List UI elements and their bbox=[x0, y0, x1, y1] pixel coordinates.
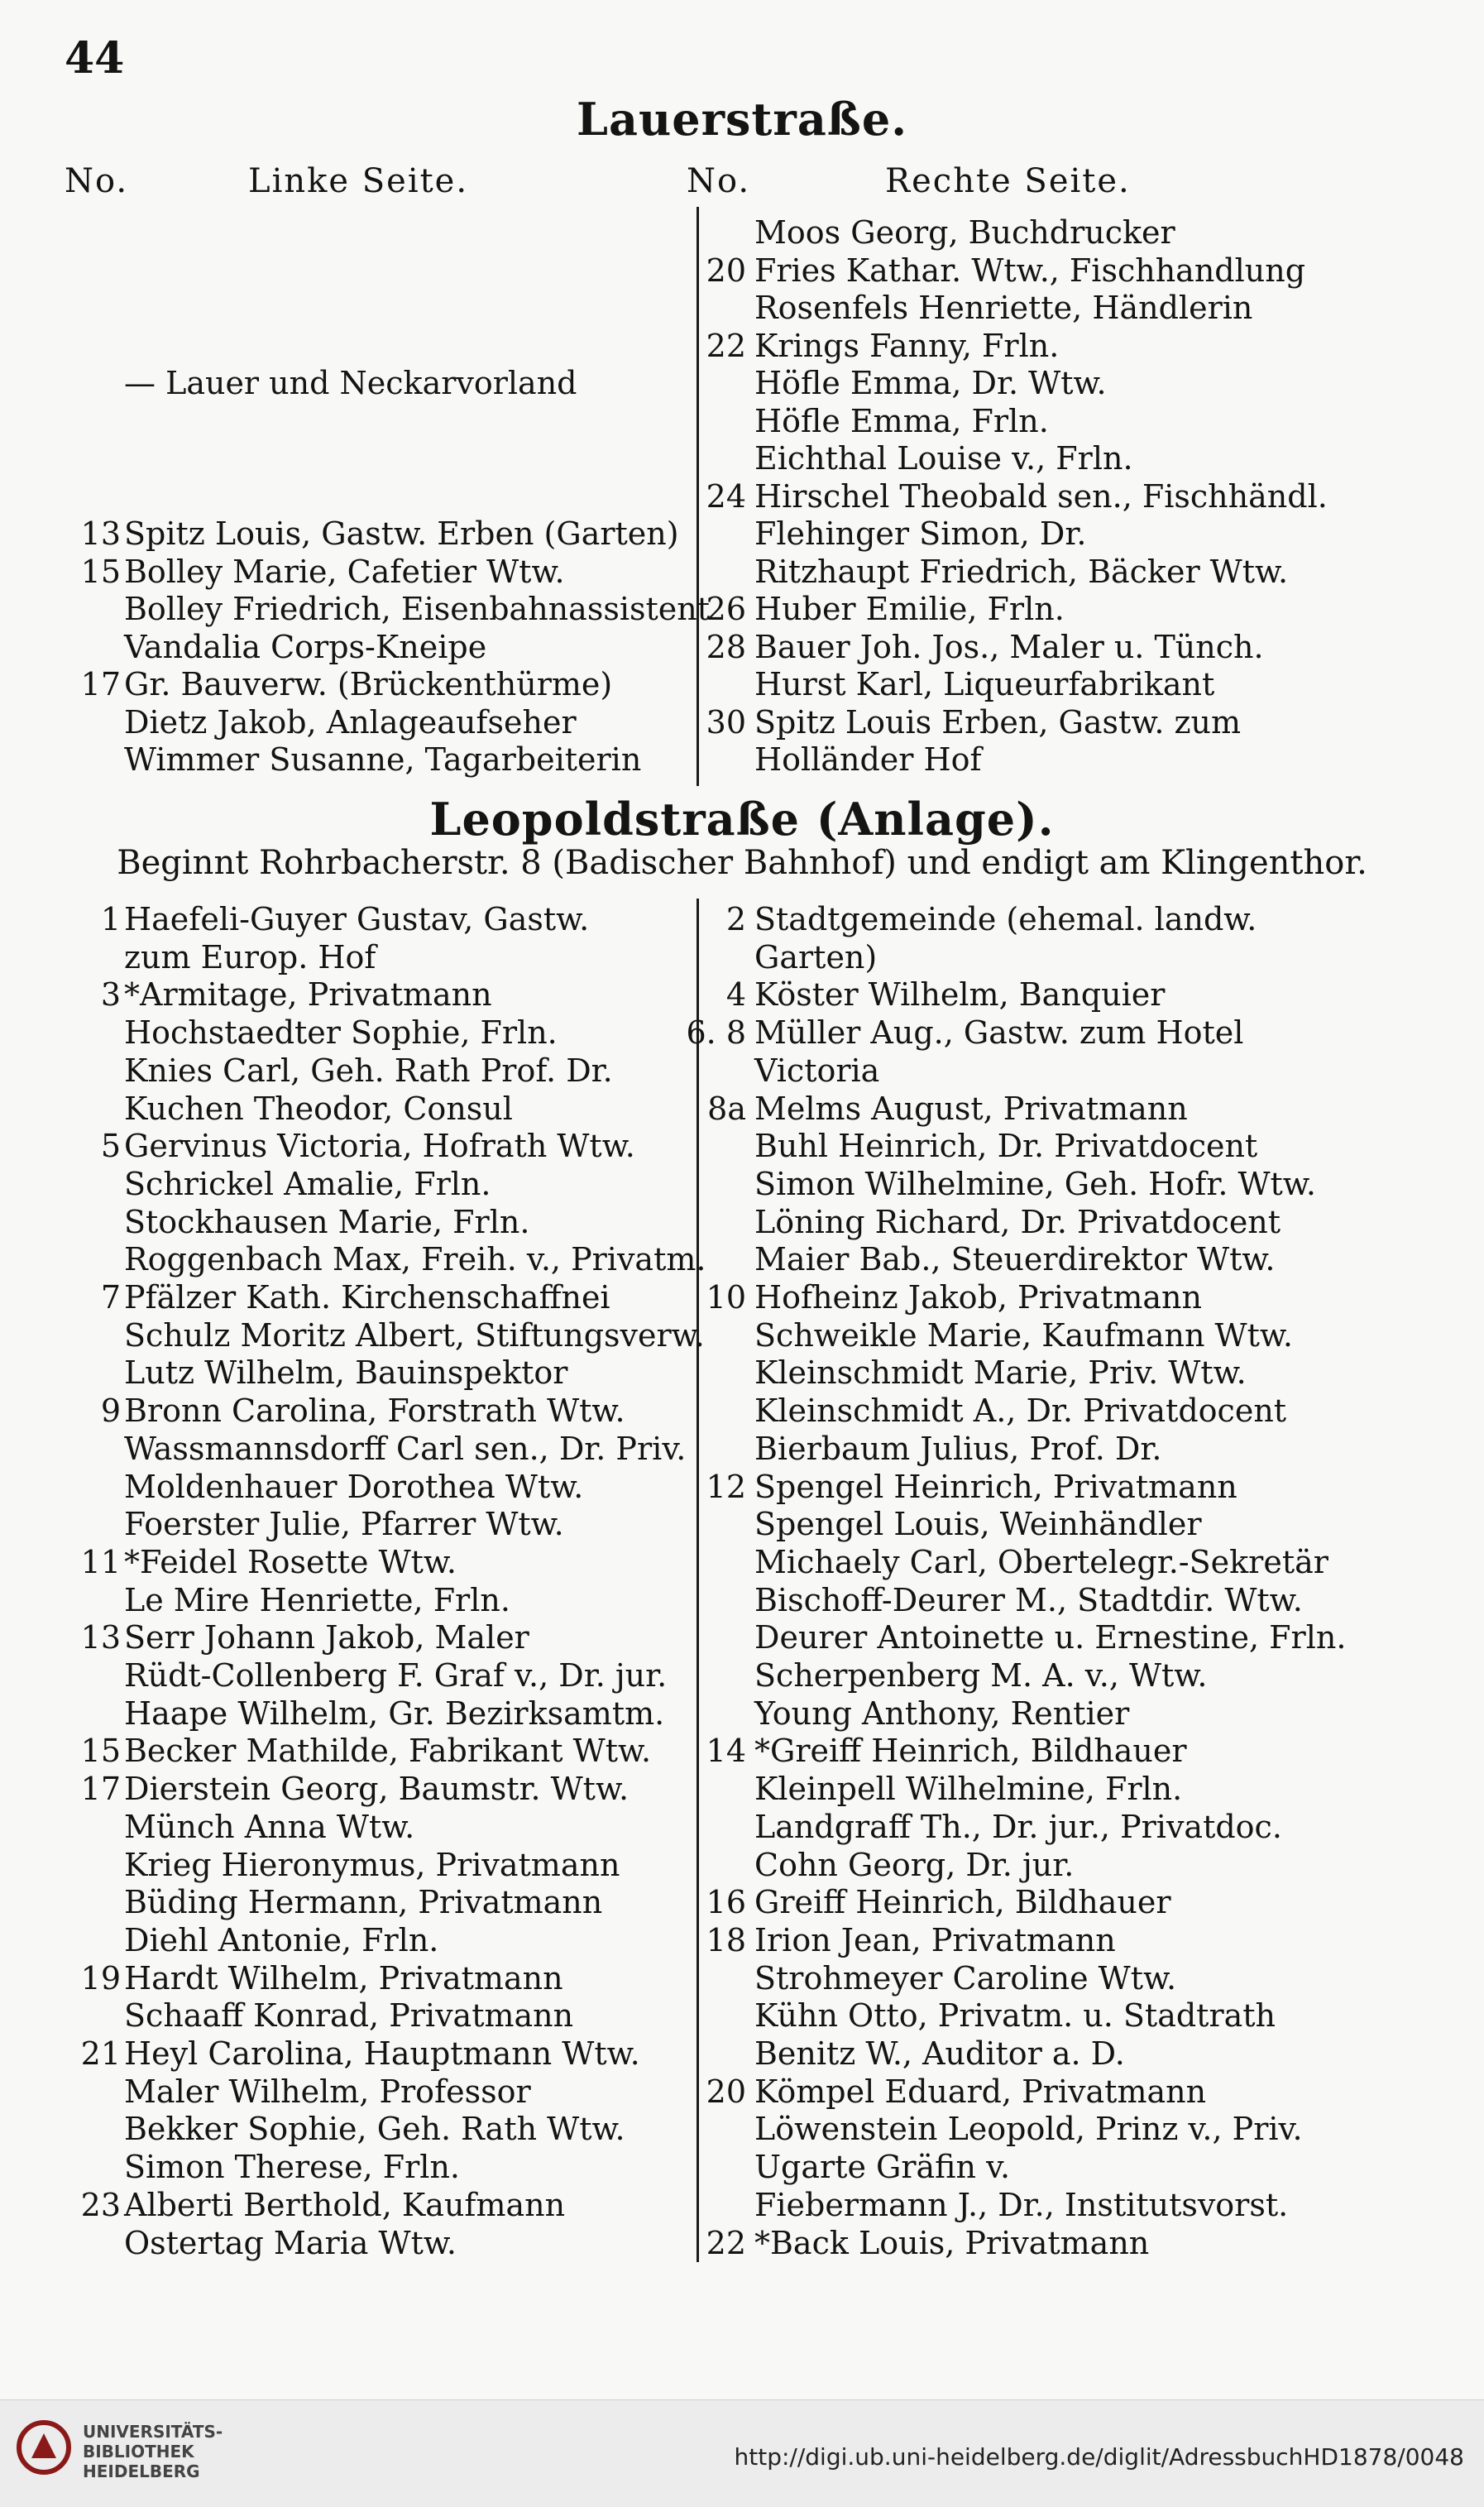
house-number: 15 bbox=[80, 1733, 121, 1770]
resident-entry: Ugarte Gräfin v. bbox=[754, 2149, 1011, 2186]
house-number: 19 bbox=[80, 1959, 121, 1996]
resident-entry: Maier Bab., Steuerdirektor Wtw. bbox=[754, 1241, 1276, 1278]
resident-entry: Schulz Moritz Albert, Stiftungsverw. bbox=[124, 1316, 705, 1354]
house-number: 17 bbox=[80, 1771, 121, 1808]
resident-entry: Scherpenberg M. A. v., Wtw. bbox=[754, 1657, 1208, 1694]
resident-entry: Kleinschmidt Marie, Priv. Wtw. bbox=[754, 1354, 1247, 1392]
resident-entry: Benitz W., Auditor a. D. bbox=[754, 2035, 1125, 2072]
resident-entry: Huber Emilie, Frln. bbox=[754, 591, 1065, 627]
house-number: 20 bbox=[706, 252, 746, 289]
resident-entry: Köster Wilhelm, Banquier bbox=[754, 976, 1166, 1014]
house-number: 16 bbox=[706, 1884, 746, 1921]
resident-entry: Löning Richard, Dr. Privatdocent bbox=[754, 1203, 1281, 1240]
resident-entry: Irion Jean, Privatmann bbox=[754, 1921, 1116, 1958]
house-number: 22 bbox=[706, 2224, 746, 2261]
resident-entry: Büding Hermann, Privatmann bbox=[124, 1884, 603, 1921]
resident-entry: Heyl Carolina, Hauptmann Wtw. bbox=[124, 2035, 640, 2072]
resident-entry: Becker Mathilde, Fabrikant Wtw. bbox=[124, 1733, 652, 1770]
resident-entry: *Feidel Rosette Wtw. bbox=[124, 1543, 457, 1580]
resident-entry: Bolley Marie, Cafetier Wtw. bbox=[124, 553, 565, 590]
house-number: 15 bbox=[80, 553, 121, 590]
resident-entry: Kühn Otto, Privatm. u. Stadtrath bbox=[754, 1997, 1276, 2035]
resident-entry: Greiff Heinrich, Bildhauer bbox=[754, 1884, 1171, 1921]
resident-entry: Dierstein Georg, Baumstr. Wtw. bbox=[124, 1771, 630, 1808]
resident-entry: Michaely Carl, Obertelegr.-Sekretär bbox=[754, 1543, 1328, 1580]
resident-entry: *Armitage, Privatmann bbox=[124, 976, 492, 1014]
resident-entry: Spitz Louis Erben, Gastw. zum bbox=[754, 703, 1242, 741]
resident-entry: Haefeli-Guyer Gustav, Gastw. bbox=[124, 901, 590, 937]
house-number: 14 bbox=[706, 1733, 746, 1770]
source-url-link[interactable]: http://digi.ub.uni-heidelberg.de/diglit/AdressbuchHD1878/0048 bbox=[734, 2443, 1464, 2471]
resident-entry: Wassmannsdorff Carl sen., Dr. Priv. bbox=[124, 1430, 687, 1467]
resident-entry: Spengel Louis, Weinhändler bbox=[754, 1506, 1202, 1543]
resident-entry: zum Europ. Hof bbox=[124, 938, 376, 975]
resident-entry: Dietz Jakob, Anlageaufseher bbox=[124, 703, 577, 741]
resident-entry: Bekker Sophie, Geh. Rath Wtw. bbox=[124, 2111, 625, 2148]
resident-entry: Haape Wilhelm, Gr. Bezirksamtm. bbox=[124, 1695, 665, 1732]
resident-entry: Cohn Georg, Dr. jur. bbox=[754, 1846, 1075, 1883]
street-title-lauerstrasse: Lauerstraße. bbox=[577, 93, 907, 146]
house-number: 20 bbox=[706, 2073, 746, 2110]
resident-entry: Foerster Julie, Pfarrer Wtw. bbox=[124, 1506, 564, 1543]
resident-entry: Krings Fanny, Frln. bbox=[754, 327, 1060, 364]
resident-entry: Krieg Hieronymus, Privatmann bbox=[124, 1846, 620, 1883]
resident-entry: Alberti Berthold, Kaufmann bbox=[124, 2186, 566, 2223]
resident-entry: Eichthal Louise v., Frln. bbox=[754, 440, 1133, 477]
resident-entry: Hurst Karl, Liqueurfabrikant bbox=[754, 666, 1215, 702]
resident-entry: Kömpel Eduard, Privatmann bbox=[754, 2073, 1207, 2110]
street-description: Beginnt Rohrbacherstr. 8 (Badischer Bahnhof) und endigt am Klingenthor. bbox=[117, 844, 1367, 882]
resident-entry: Lutz Wilhelm, Bauinspektor bbox=[124, 1354, 568, 1392]
resident-entry: Fries Kathar. Wtw., Fischhandlung bbox=[754, 252, 1306, 289]
resident-entry: Schrickel Amalie, Frln. bbox=[124, 1165, 491, 1202]
resident-entry: Hochstaedter Sophie, Frln. bbox=[124, 1014, 558, 1052]
resident-entry: Bolley Friedrich, Eisenbahnassistent bbox=[124, 591, 710, 627]
house-number: 23 bbox=[80, 2186, 121, 2223]
house-number: 13 bbox=[80, 515, 121, 552]
column-header-no-left: No. bbox=[65, 162, 129, 200]
resident-entry: — Lauer und Neckarvorland bbox=[124, 365, 577, 401]
resident-entry: Ritzhaupt Friedrich, Bäcker Wtw. bbox=[754, 553, 1289, 590]
resident-entry: Moos Georg, Buchdrucker bbox=[754, 214, 1175, 251]
house-number: 12 bbox=[706, 1468, 746, 1505]
page-number: 44 bbox=[65, 33, 125, 84]
resident-entry: Bauer Joh. Jos., Maler u. Tünch. bbox=[754, 628, 1264, 665]
house-number: 3 bbox=[100, 976, 121, 1014]
resident-entry: Deurer Antoinette u. Ernestine, Frln. bbox=[754, 1619, 1347, 1656]
resident-entry: Schweikle Marie, Kaufmann Wtw. bbox=[754, 1316, 1293, 1354]
resident-entry: Melms August, Privatmann bbox=[754, 1090, 1188, 1127]
resident-entry: Bierbaum Julius, Prof. Dr. bbox=[754, 1430, 1162, 1467]
resident-entry: Young Anthony, Rentier bbox=[754, 1695, 1130, 1732]
resident-entry: Knies Carl, Geh. Rath Prof. Dr. bbox=[124, 1052, 613, 1089]
resident-entry: Bischoff-Deurer M., Stadtdir. Wtw. bbox=[754, 1581, 1303, 1618]
house-number: 6. 8 bbox=[686, 1014, 746, 1052]
resident-entry: Müller Aug., Gastw. zum Hotel bbox=[754, 1014, 1244, 1052]
resident-entry: Gr. Bauverw. (Brückenthürme) bbox=[124, 666, 613, 702]
resident-entry: Roggenbach Max, Freih. v., Privatm. bbox=[124, 1241, 706, 1278]
house-number: 1 bbox=[100, 901, 121, 937]
resident-entry: Pfälzer Kath. Kirchenschaffnei bbox=[124, 1279, 610, 1316]
library-name-line: UNIVERSITÄTS- bbox=[83, 2422, 223, 2442]
house-number: 21 bbox=[80, 2035, 121, 2072]
library-name bbox=[83, 2422, 223, 2481]
resident-entry: Diehl Antonie, Frln. bbox=[124, 1921, 439, 1958]
house-number: 10 bbox=[706, 1279, 746, 1316]
resident-entry: Victoria bbox=[754, 1052, 880, 1089]
resident-entry: Vandalia Corps-Kneipe bbox=[124, 628, 487, 665]
library-name-line: HEIDELBERG bbox=[83, 2461, 200, 2481]
resident-entry: Garten) bbox=[754, 938, 878, 975]
resident-entry: Stadtgemeinde (ehemal. landw. bbox=[754, 901, 1257, 937]
house-number: 4 bbox=[725, 976, 746, 1014]
resident-entry: Stockhausen Marie, Frln. bbox=[124, 1203, 530, 1240]
resident-entry: Holländer Hof bbox=[754, 741, 982, 778]
resident-entry: Kleinpell Wilhelmine, Frln. bbox=[754, 1771, 1183, 1808]
house-number: 9 bbox=[100, 1393, 121, 1430]
resident-entry: Kuchen Theodor, Consul bbox=[124, 1090, 513, 1127]
house-number: 24 bbox=[706, 477, 746, 515]
resident-entry: Hofheinz Jakob, Privatmann bbox=[754, 1279, 1202, 1316]
house-number: 8a bbox=[707, 1090, 746, 1127]
library-name-line: BIBLIOTHEK bbox=[83, 2442, 194, 2461]
house-number: 11 bbox=[80, 1543, 121, 1580]
resident-entry: Landgraff Th., Dr. jur., Privatdoc. bbox=[754, 1808, 1282, 1845]
resident-entry: Moldenhauer Dorothea Wtw. bbox=[124, 1468, 584, 1505]
resident-entry: Spengel Heinrich, Privatmann bbox=[754, 1468, 1237, 1505]
house-number: 7 bbox=[100, 1279, 121, 1316]
house-number: 17 bbox=[80, 666, 121, 702]
resident-entry: Spitz Louis, Gastw. Erben (Garten) bbox=[124, 515, 679, 552]
resident-entry: Bronn Carolina, Forstrath Wtw. bbox=[124, 1393, 625, 1430]
university-library-logo-icon bbox=[15, 2418, 73, 2476]
resident-entry: Löwenstein Leopold, Prinz v., Priv. bbox=[754, 2111, 1303, 2148]
house-number: 22 bbox=[706, 327, 746, 364]
resident-entry: *Greiff Heinrich, Bildhauer bbox=[754, 1733, 1187, 1770]
resident-entry: Ostertag Maria Wtw. bbox=[124, 2224, 457, 2261]
column-header-no-right: No. bbox=[687, 162, 751, 200]
resident-entry: Buhl Heinrich, Dr. Privatdocent bbox=[754, 1128, 1258, 1165]
viewer-footer bbox=[0, 2399, 1484, 2507]
resident-entry: Hardt Wilhelm, Privatmann bbox=[124, 1959, 563, 1996]
house-number: 13 bbox=[80, 1619, 121, 1656]
resident-entry: Rosenfels Henriette, Händlerin bbox=[754, 290, 1253, 326]
resident-entry: Simon Therese, Frln. bbox=[124, 2149, 460, 2186]
resident-entry: Flehinger Simon, Dr. bbox=[754, 515, 1087, 552]
house-number: 2 bbox=[725, 901, 746, 937]
resident-entry: Simon Wilhelmine, Geh. Hofr. Wtw. bbox=[754, 1165, 1316, 1202]
resident-entry: *Back Louis, Privatmann bbox=[754, 2224, 1150, 2261]
house-number: 18 bbox=[706, 1921, 746, 1958]
house-number: 30 bbox=[706, 703, 746, 741]
house-number: 28 bbox=[706, 628, 746, 665]
house-number: 5 bbox=[100, 1128, 121, 1165]
resident-entry: Schaaff Konrad, Privatmann bbox=[124, 1997, 574, 2035]
resident-entry: Serr Johann Jakob, Maler bbox=[124, 1619, 529, 1656]
resident-entry: Höfle Emma, Frln. bbox=[754, 402, 1049, 439]
resident-entry: Fiebermann J., Dr., Institutsvorst. bbox=[754, 2186, 1289, 2223]
column-header-right-side: Rechte Seite. bbox=[885, 162, 1131, 200]
street-title-leopoldstrasse: Leopoldstraße (Anlage). bbox=[429, 793, 1055, 846]
resident-entry: Gervinus Victoria, Hofrath Wtw. bbox=[124, 1128, 635, 1165]
resident-entry: Hirschel Theobald sen., Fischhändl. bbox=[754, 477, 1328, 515]
column-header-left-side: Linke Seite. bbox=[248, 162, 469, 200]
house-number: 26 bbox=[706, 591, 746, 627]
resident-entry: Strohmeyer Caroline Wtw. bbox=[754, 1959, 1177, 1996]
resident-entry: Maler Wilhelm, Professor bbox=[124, 2073, 531, 2110]
resident-entry: Rüdt-Collenberg F. Graf v., Dr. jur. bbox=[124, 1657, 668, 1694]
resident-entry: Münch Anna Wtw. bbox=[124, 1808, 415, 1845]
resident-entry: Kleinschmidt A., Dr. Privatdocent bbox=[754, 1393, 1287, 1430]
resident-entry: Wimmer Susanne, Tagarbeiterin bbox=[124, 741, 642, 778]
resident-entry: Le Mire Henriette, Frln. bbox=[124, 1581, 510, 1618]
resident-entry: Höfle Emma, Dr. Wtw. bbox=[754, 365, 1107, 401]
